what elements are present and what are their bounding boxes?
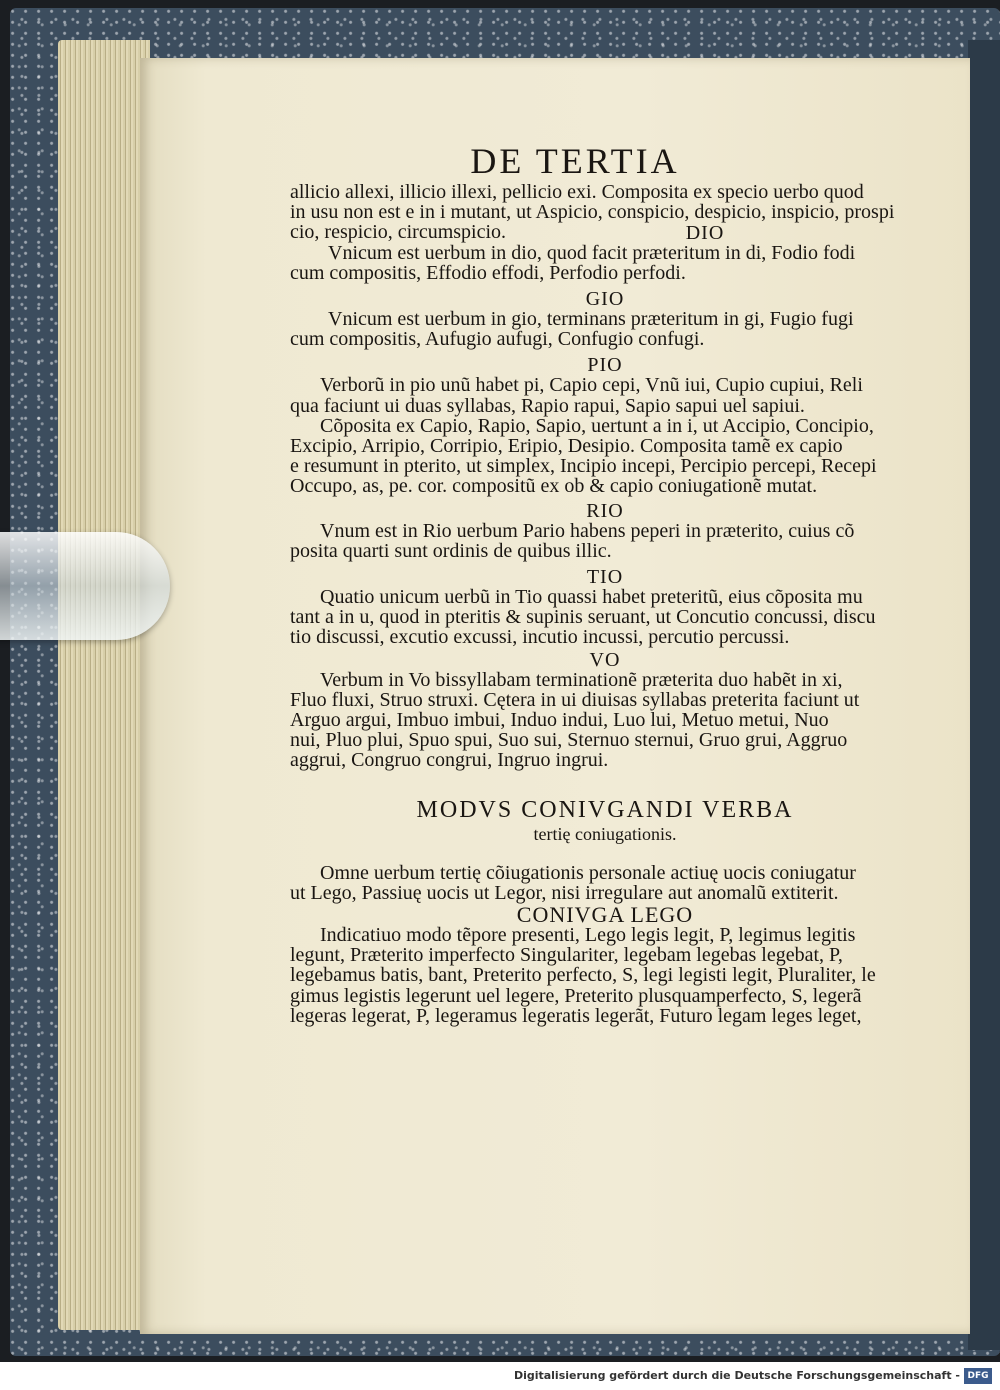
funding-credit: Digitalisierung gefördert durch die Deutsche Forschungsgemeinschaft - [513, 1369, 960, 1382]
text-line: Verbum in Vo bissyllabam terminationẽ præterita duo habẽt in xi, [320, 668, 843, 691]
text-line: Indicatiuo modo tẽpore presenti, Lego legis legit, P, legimus legitis [320, 924, 856, 947]
modus-heading: MODVS CONIVGANDI VERBA [416, 796, 794, 823]
paragraph-pio [290, 375, 920, 496]
paragraph-lego [290, 925, 920, 1026]
text-line: ut Lego, Passiuę uocis ut Legor, nisi irregulare aut anomalũ extiterit. [290, 881, 839, 904]
cover-spine-edge [968, 40, 1000, 1350]
glass-weight [0, 532, 170, 640]
section-heading-pio: PIO [587, 354, 623, 377]
text-line: e resumunt in pterito, ut simplex, Incipio incepi, Percipio percepi, Recepi [290, 455, 877, 478]
section-heading-coniuga: CONIVGA LEGO [516, 902, 694, 928]
dfg-logo: DFG [964, 1368, 992, 1384]
section-heading-vo: VO [589, 648, 621, 671]
page-edges [58, 40, 150, 1330]
paragraph-gio [290, 309, 920, 349]
text-line: Vnicum est uerbum in gio, terminans præteritum in gi, Fugio fugi [328, 308, 854, 331]
paragraph-intro [290, 182, 920, 243]
section-heading-tio: TIO [586, 566, 624, 589]
text-line: qua faciunt ui duas syllabas, Rapio rapui, Sapio sapui uel sapiui. [290, 394, 805, 417]
text-line: Excipio, Arripio, Corripio, Eripio, Desipio. Composita tamẽ ex capio [290, 435, 843, 458]
section-heading-dio: DIO [685, 221, 725, 244]
text-line: legebamus batis, bant, Preterito perfecto, S, legi legisti legit, Pluraliter, le [290, 964, 876, 987]
text-line: aggrui, Congruo congrui, Ingruo ingrui. [290, 749, 609, 772]
paragraph-omne [290, 863, 920, 903]
text-line: Omne uerbum tertię cõiugationis personale actiuę uocis coniugatur [320, 861, 856, 884]
text-line: in usu non est e in i mutant, ut Aspicio, conspicio, despicio, inspicio, prospi [290, 201, 895, 224]
paragraph-rio [290, 521, 920, 561]
text-line: cio, respicio, circumspicio. [290, 221, 507, 244]
text-line: Verborũ in pio unũ habet pi, Capio cepi, Vnũ iui, Cupio cupiui, Reli [320, 374, 863, 397]
section-heading-gio: GIO [585, 288, 625, 311]
text-line: nui, Pluo plui, Spuo spui, Suo sui, Sternuo sternui, Gruo grui, Aggruo [290, 729, 848, 752]
text-line: legeras legerat, P, legeramus legeratis legerãt, Futuro legam leges leget, [290, 1004, 862, 1027]
running-title: DE TERTIA [470, 141, 680, 181]
text-line: Arguo argui, Imbuo imbui, Induo indui, Luo lui, Metuo metui, Nuo [290, 709, 829, 732]
footer-bar [0, 1362, 1000, 1390]
text-line: Cõposita ex Capio, Rapio, Sapio, uertunt a in i, ut Accipio, Concipio, [320, 414, 874, 437]
page-text [290, 140, 920, 1026]
modus-subheading: tertię coniugationis. [533, 823, 677, 844]
text-line: allicio allexi, illicio illexi, pellicio exi. Composita ex specio uerbo quod [290, 181, 864, 203]
text-line: cum compositis, Aufugio aufugi, Confugio confugi. [290, 328, 705, 351]
text-line: Vnicum est uerbum in dio, quod facit præteritum in di, Fodio fodi [328, 241, 856, 264]
text-line: legunt, Præterito imperfecto Singulariter, legebam legebas legebat, P, [290, 944, 843, 967]
text-line: cum compositis, Effodio effodi, Perfodio perfodi. [290, 261, 686, 284]
text-line: Occupo, as, pe. cor. compositũ ex ob & capio coniugationẽ mutat. [290, 475, 818, 498]
text-line: posita quarti sunt ordinis de quibus illic. [290, 539, 612, 562]
text-line: gimus legistis legerunt uel legere, Preterito plusquamperfecto, S, legerã [290, 984, 862, 1007]
text-line: Quatio unicum uerbũ in Tio quassi habet preteritũ, eius cõposita mu [320, 586, 863, 609]
text-line: tant a in u, quod in pteritis & supinis seruant, ut Concutio concussi, discu [290, 606, 876, 629]
paragraph-tio [290, 587, 920, 648]
text-line: tio discussi, excutio excussi, incutio incussi, percutio percussi. [290, 626, 790, 649]
section-heading-rio: RIO [586, 499, 624, 522]
text-line: Fluo fluxi, Struo struxi. Cętera in ui diuisas syllabas preterita faciunt ut [290, 688, 860, 711]
text-line: Vnum est in Rio uerbum Pario habens peperi in præterito, cuius cõ [320, 519, 855, 542]
paragraph-dio [290, 243, 920, 283]
paragraph-vo [290, 670, 920, 771]
